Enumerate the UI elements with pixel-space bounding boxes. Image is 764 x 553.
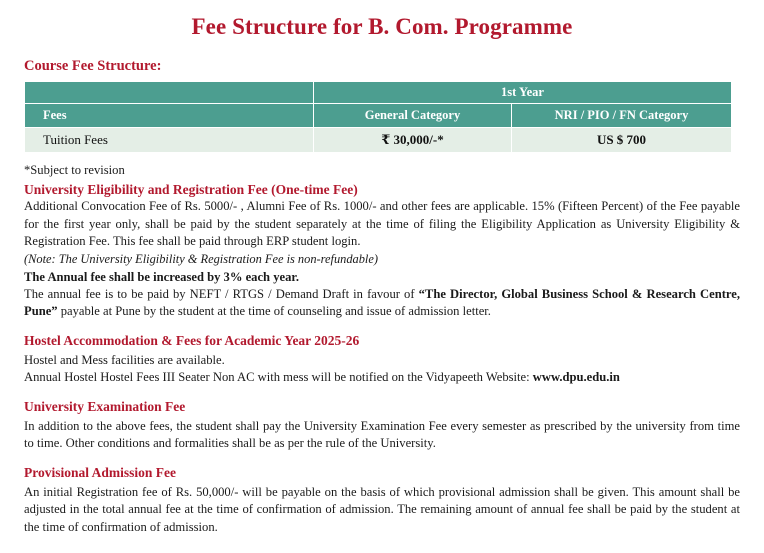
section-heading-hostel-accommodation: Hostel Accommodation & Fees for Academic Year 2025-26 bbox=[24, 332, 360, 348]
cell-general-category-amount: ₹ 30,000/-* bbox=[314, 128, 512, 153]
subject-to-revision-note: *Subject to revision bbox=[24, 163, 125, 177]
payment-payee-name: “The Director, Global Business School & Research Centre, Pune” bbox=[24, 286, 740, 318]
table-row bbox=[25, 128, 732, 153]
section-heading-provisional-admission-fee: Provisional Admission Fee bbox=[24, 464, 177, 480]
section-heading-university-eligibility: University Eligibility and Registration Fee (One-time Fee) bbox=[24, 182, 358, 197]
course-fee-structure-heading: Course Fee Structure: bbox=[24, 58, 162, 74]
spacer bbox=[24, 387, 740, 398]
document-body bbox=[24, 161, 740, 536]
payment-mode-prefix: The annual fee is to be paid by NEFT / RTGS / Demand Draft in favour of bbox=[24, 286, 419, 301]
cell-nri-category-amount: US $ 700 bbox=[512, 128, 732, 153]
paragraph-provisional-admission-fee: An initial Registration fee of Rs. 50,000/- will be payable on the basis of which provisional admission shall be given. This amount shall be adjusted in the total annual fee at the time of confirmation of admission. The remaining amount of annual fee shall be paid by the student at the time of confirmation of admission. bbox=[24, 484, 740, 534]
spacer bbox=[24, 453, 740, 464]
paragraph-eligibility-details: Additional Convocation Fee of Rs. 5000/- , Alumni Fee of Rs. 1000/- and other fees are applicable. 15% (Fifteen Percent) of the Fee payable for the first year only, shall be paid by the student separately at the time of filing the Eligibility Application as University Eligibility & Registration Fee. This fee shall be paid through ERP student login. bbox=[24, 199, 740, 248]
paragraph-university-examination-fee: In addition to the above fees, the student shall pay the University Examination Fee every semester as prescribed by the university from time to time. Other conditions and formalities shall be as per the rule of the University. bbox=[24, 418, 740, 450]
table-header-row-year bbox=[25, 82, 732, 104]
hostel-fees-line bbox=[24, 369, 740, 387]
table-header-nri-pio-fn-category: NRI / PIO / FN Category bbox=[512, 104, 732, 128]
table-header-row-categories bbox=[25, 104, 732, 128]
hostel-fees-prefix: Annual Hostel Hostel Fees III Seater Non AC with mess will be notified on the Vidyapeeth Website: bbox=[24, 370, 533, 384]
note-non-refundable: (Note: The University Eligibility & Registration Fee is non-refundable) bbox=[24, 251, 378, 266]
page-title: Fee Structure for B. Com. Programme bbox=[191, 14, 573, 39]
payment-mode-suffix: payable at Pune by the student at the time of counseling and issue of admission letter. bbox=[57, 304, 491, 318]
section-heading-university-examination-fee: University Examination Fee bbox=[24, 398, 186, 414]
note-annual-fee-increase: The Annual fee shall be increased by 3% each year. bbox=[24, 269, 299, 284]
fee-structure-table bbox=[24, 81, 732, 153]
paragraph-payment-mode bbox=[24, 286, 740, 321]
spacer bbox=[24, 321, 740, 332]
vidyapeeth-website-link[interactable]: www.dpu.edu.in bbox=[532, 370, 620, 384]
table-header-year: 1st Year bbox=[314, 82, 732, 104]
table-header-general-category: General Category bbox=[314, 104, 512, 128]
hostel-facilities-line: Hostel and Mess facilities are available. bbox=[24, 352, 225, 367]
table-header-fees: Fees bbox=[25, 104, 314, 128]
cell-fees-label: Tuition Fees bbox=[25, 128, 314, 153]
table-header-blank bbox=[25, 82, 314, 104]
